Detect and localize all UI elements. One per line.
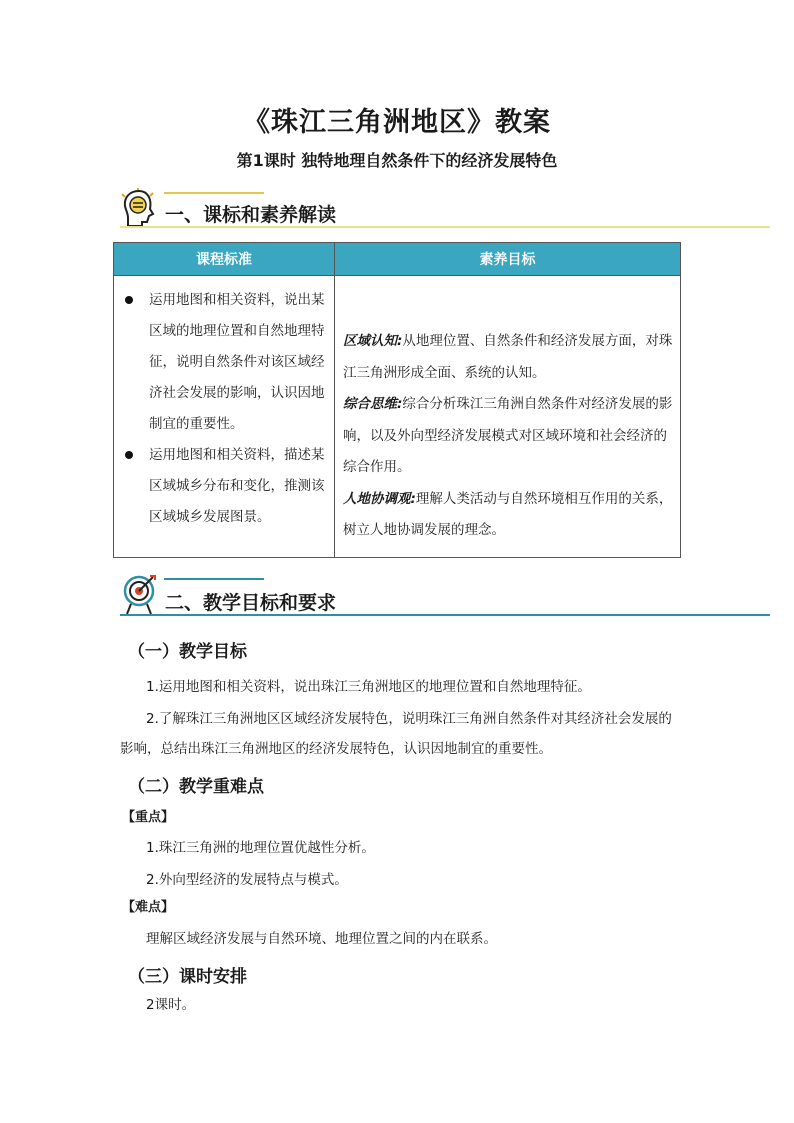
section-1-title: 一、课标和素养解读 xyxy=(165,204,337,226)
key-item: 1.珠江三角洲的地理位置优越性分析。 xyxy=(146,840,375,856)
standard-item: 运用地图和相关资料，说出某区域的地理位置和自然地理特征，说明自然条件对该区域经济社会发展的影响，认识因地制宜的重要性。 xyxy=(123,285,327,440)
goal-item: 1.运用地图和相关资料，说出珠江三角洲地区的地理位置和自然地理特征。 xyxy=(146,679,591,695)
literacy-item xyxy=(343,389,674,484)
literacy-text: 综合分析珠江三角洲自然条件对经济发展的影响，以及外向型经济发展模式对区域环境和社会经济的综合作用。 xyxy=(343,396,673,475)
literacy-term: 区域认知: xyxy=(343,333,403,349)
section-2-header xyxy=(120,574,770,622)
literacy-text: 理解人类活动与自然环境相互作用的关系，树立人地协调发展的理念。 xyxy=(343,490,673,538)
key-item: 2.外向型经济的发展特点与模式。 xyxy=(146,872,348,888)
difficulty-tag: 【难点】 xyxy=(122,900,175,915)
literacy-item xyxy=(343,326,674,389)
literacy-text: 从地理位置、自然条件和经济发展方面，对珠江三角洲形成全面、系统的认知。 xyxy=(343,333,673,381)
section-2-title: 二、教学目标和要求 xyxy=(165,592,337,614)
table-header-literacy: 素养目标 xyxy=(335,243,681,276)
key-tag: 【重点】 xyxy=(122,810,175,825)
literacy-cell xyxy=(335,276,681,558)
standards-table xyxy=(113,242,681,558)
page-title: 《珠江三角洲地区》教案 xyxy=(243,107,551,138)
schedule-text: 2课时。 xyxy=(146,997,196,1013)
difficulty-text: 理解区域经济发展与自然环境、地理位置之间的内在联系。 xyxy=(146,931,497,947)
key-points-heading: （二）教学重难点 xyxy=(128,777,264,797)
teaching-goals-heading: （一）教学目标 xyxy=(128,642,247,662)
table-header-standards: 课程标准 xyxy=(114,243,335,276)
standard-item: 运用地图和相关资料，描述某区域城乡分布和变化，推测该区域城乡发展图景。 xyxy=(123,440,327,533)
lightbulb-head-icon xyxy=(120,188,158,230)
schedule-heading: （三）课时安排 xyxy=(128,967,247,987)
page-subtitle: 第1课时 独特地理自然条件下的经济发展特色 xyxy=(236,151,558,170)
standards-cell xyxy=(114,276,335,558)
goal-item: 2.了解珠江三角洲地区区域经济发展特色，说明珠江三角洲自然条件对其经济社会发展的影响，总结出珠江三角洲地区的经济发展特色，认识因地制宜的重要性。 xyxy=(120,711,672,757)
target-icon xyxy=(120,574,158,616)
section-1-header xyxy=(120,188,770,236)
literacy-term: 人地协调观: xyxy=(343,490,416,507)
literacy-item xyxy=(343,484,674,547)
literacy-term: 综合思维: xyxy=(343,396,403,412)
